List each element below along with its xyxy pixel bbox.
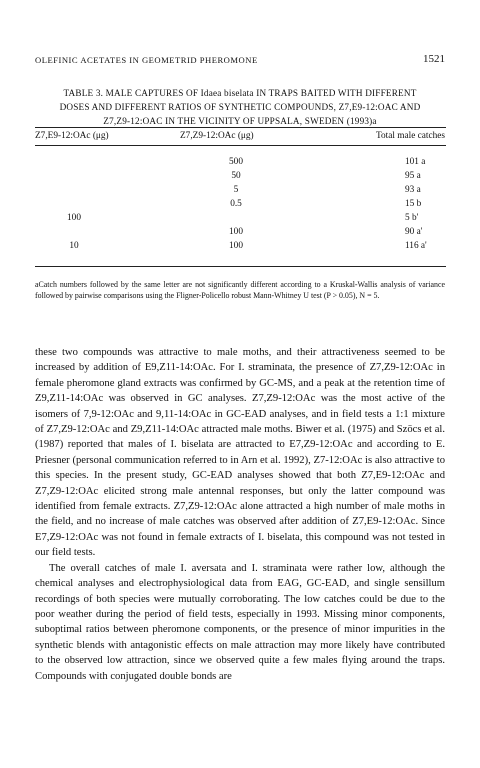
caption-line-3: Z7,Z9-12:OAC IN THE VICINITY OF UPPSALA, SWEDEN (1993)a xyxy=(103,116,377,126)
table-row xyxy=(0,241,480,253)
cell-z9-dose: 100 xyxy=(229,227,243,237)
table-caption xyxy=(48,86,432,128)
table-top-rule xyxy=(35,127,446,128)
table-row xyxy=(0,157,480,169)
table-bottom-rule xyxy=(35,266,446,267)
cell-z9-dose: 500 xyxy=(229,157,243,167)
table-header-rule xyxy=(35,145,446,146)
column-header-catches: Total male catches xyxy=(375,131,445,141)
table-row xyxy=(0,199,480,211)
cell-catches: 5 b' xyxy=(405,213,419,223)
page-number: 1521 xyxy=(423,53,445,65)
body-paragraph-1: these two compounds was attractive to male moths, and their attractiveness seemed to be increased by addition of E9,Z11-14:OAc. For I. straminata, the presence of Z7,Z9-12:OAc in female pheromone gland extracts was confirmed by GC-MS, and a peak at the retention time of Z9,Z11-14:OAc was observed in GC analyses. Z7,Z9-12:OAc was the most active of the isomers of 7,9-12:OAc and 9,11-14:OAc in GC-EAD analyses, and in field tests a 1:1 mixture of Z7,Z9-12:OAc and Z9,Z11-14:OAc attracted male moths. Biwer et al. (1975) and Szöcs et al. (1987) reported that males of I. biselata are attracted to E7,Z9-12:OAc and according to E. Priesner (personal communication referred to in Arn et al. 1992), Z7-12:OAc is also attractive to this species. In the present study, GC-EAD analyses showed that both Z7,E9-12:OAc and Z7,Z9-12:OAc elicited strong male antennal responses, but only the latter compound was identified from female extracts. Z7,Z9-12:OAc alone attracted a high number of male moths in the field, and no increase of male catches was observed after addition of Z7,E9-12:OAc. Since E7,Z9-12:OAc was not found in female extracts of I. biselata, this compound was not tested in our field tests. xyxy=(35,347,445,559)
table-footnote: aCatch numbers followed by the same letter are not significantly different according to a Kruskal-Wallis analysis of variance followed by pairwise comparisons using the Fligner-Policello robust Mann-Whitney U test (P > 0.05), N = 5. xyxy=(35,280,445,300)
cell-catches: 90 a' xyxy=(405,227,423,237)
cell-z9-dose: 50 xyxy=(231,171,241,181)
running-header xyxy=(35,53,445,67)
cell-catches: 93 a xyxy=(405,185,421,195)
cell-catches: 15 b xyxy=(405,199,422,209)
cell-catches: 101 a xyxy=(405,157,426,167)
cell-catches: 95 a xyxy=(405,171,421,181)
table-row xyxy=(0,227,480,239)
table-row xyxy=(0,171,480,183)
table-row xyxy=(0,185,480,197)
cell-e9-dose: 100 xyxy=(67,213,81,223)
caption-line-1: TABLE 3. MALE CAPTURES OF Idaea biselata IN TRAPS BAITED WITH DIFFERENT xyxy=(63,88,417,98)
cell-z9-dose: 5 xyxy=(233,185,239,195)
cell-z9-dose: 100 xyxy=(229,241,243,251)
body-paragraph-2: The overall catches of male I. aversata and I. straminata were rather low, although the chemical analyses and electrophysiological data from EAG, GC-EAD, and single sensillum recordings of both species were mutually corroborating. The low catches could be due to the poor weather during the period of field tests, especially in 1993. Missing minor components, suboptimal ratios between pheromone components, or the presence of minor impurities in the synthetic blends with antagonistic effects on male attraction may more likely have contributed to the observed low attraction, since we observed quite a few males flying around the traps. Compounds with conjugated double bonds are xyxy=(35,562,445,682)
body-text xyxy=(35,345,445,684)
cell-z9-dose: 0.5 xyxy=(230,199,242,209)
running-title: OLEFINIC ACETATES IN GEOMETRID PHEROMONE xyxy=(35,55,258,65)
cell-e9-dose: 10 xyxy=(69,241,79,251)
table-row xyxy=(0,213,480,225)
caption-line-2: DOSES AND DIFFERENT RATIOS OF SYNTHETIC COMPOUNDS, Z7,E9-12:OAC AND xyxy=(59,102,421,112)
cell-catches: 116 a' xyxy=(405,241,427,251)
column-header-e9: Z7,E9-12:OAc (μg) xyxy=(35,131,109,141)
column-header-z9: Z7,Z9-12:OAc (μg) xyxy=(180,131,254,141)
